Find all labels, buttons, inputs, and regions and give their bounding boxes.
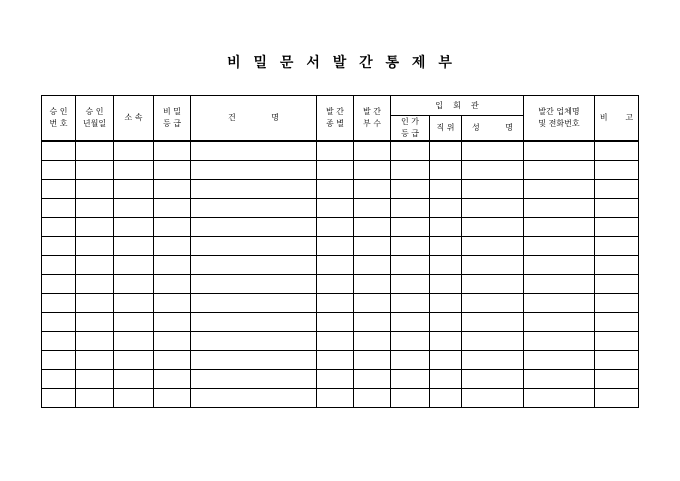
- cell-remarks[interactable]: [595, 218, 639, 237]
- cell-issue-copies[interactable]: [354, 351, 391, 370]
- cell-approval-date[interactable]: [76, 141, 114, 161]
- header-issue-copies: [354, 96, 391, 142]
- table-row: [42, 256, 639, 275]
- cell-remarks[interactable]: [595, 199, 639, 218]
- cell-witness-clearance[interactable]: [391, 275, 430, 294]
- header-remarks: [595, 96, 639, 142]
- cell-issue-copies[interactable]: [354, 218, 391, 237]
- cell-witness-position[interactable]: [430, 237, 462, 256]
- cell-issue-copies[interactable]: [354, 256, 391, 275]
- cell-issue-copies[interactable]: [354, 141, 391, 161]
- header-witness-label: 입 회 관: [435, 100, 479, 110]
- cell-issue-copies[interactable]: [354, 389, 391, 408]
- table-row: [42, 332, 639, 351]
- cell-issue-type[interactable]: [317, 256, 354, 275]
- table-row: [42, 199, 639, 218]
- cell-department[interactable]: [114, 141, 154, 161]
- cell-approval-no[interactable]: [42, 313, 76, 332]
- header-witness: [391, 96, 524, 116]
- cell-department[interactable]: [114, 237, 154, 256]
- cell-witness-name[interactable]: [462, 218, 524, 237]
- header-secret-grade: [154, 96, 191, 142]
- cell-approval-no[interactable]: [42, 141, 76, 161]
- header-subject-label: 건 명: [227, 113, 280, 122]
- cell-remarks[interactable]: [595, 237, 639, 256]
- header-issue-type: [317, 96, 354, 142]
- header-subject: [191, 96, 317, 142]
- header-witness-clearance: [391, 116, 430, 142]
- header-publisher: [524, 96, 595, 142]
- table-row: [42, 275, 639, 294]
- cell-secret-grade[interactable]: [154, 351, 191, 370]
- cell-approval-date[interactable]: [76, 199, 114, 218]
- cell-approval-no[interactable]: [42, 180, 76, 199]
- header-approval-no: [42, 96, 76, 142]
- cell-secret-grade[interactable]: [154, 141, 191, 161]
- cell-publisher[interactable]: [524, 351, 595, 370]
- cell-subject[interactable]: [191, 294, 317, 313]
- table-row: [42, 370, 639, 389]
- cell-secret-grade[interactable]: [154, 180, 191, 199]
- cell-approval-date[interactable]: [76, 180, 114, 199]
- cell-remarks[interactable]: [595, 141, 639, 161]
- cell-department[interactable]: [114, 180, 154, 199]
- cell-approval-no[interactable]: [42, 389, 76, 408]
- cell-witness-clearance[interactable]: [391, 351, 430, 370]
- cell-subject[interactable]: [191, 256, 317, 275]
- cell-subject[interactable]: [191, 370, 317, 389]
- table-row: [42, 313, 639, 332]
- cell-witness-name[interactable]: [462, 256, 524, 275]
- cell-remarks[interactable]: [595, 161, 639, 180]
- cell-publisher[interactable]: [524, 294, 595, 313]
- cell-remarks[interactable]: [595, 351, 639, 370]
- cell-issue-copies[interactable]: [354, 294, 391, 313]
- cell-issue-type[interactable]: [317, 313, 354, 332]
- cell-publisher[interactable]: [524, 218, 595, 237]
- cell-approval-date[interactable]: [76, 275, 114, 294]
- cell-department[interactable]: [114, 161, 154, 180]
- cell-issue-type[interactable]: [317, 389, 354, 408]
- cell-approval-no[interactable]: [42, 237, 76, 256]
- header-witness-name-label: 성 명: [472, 123, 513, 132]
- cell-witness-position[interactable]: [430, 313, 462, 332]
- cell-witness-clearance[interactable]: [391, 332, 430, 351]
- cell-issue-type[interactable]: [317, 370, 354, 389]
- table-row: [42, 180, 639, 199]
- cell-remarks[interactable]: [595, 275, 639, 294]
- cell-witness-name[interactable]: [462, 332, 524, 351]
- cell-publisher[interactable]: [524, 237, 595, 256]
- header-remarks-label: 비 고: [599, 113, 634, 122]
- cell-approval-date[interactable]: [76, 370, 114, 389]
- cell-witness-name[interactable]: [462, 199, 524, 218]
- cell-approval-no[interactable]: [42, 199, 76, 218]
- cell-approval-date[interactable]: [76, 332, 114, 351]
- cell-department[interactable]: [114, 294, 154, 313]
- table-row: [42, 389, 639, 408]
- header-witness-clearance-line2: 등 급: [401, 129, 419, 138]
- cell-approval-no[interactable]: [42, 275, 76, 294]
- cell-subject[interactable]: [191, 180, 317, 199]
- cell-issue-type[interactable]: [317, 294, 354, 313]
- cell-witness-clearance[interactable]: [391, 218, 430, 237]
- header-approval-date: [76, 96, 114, 142]
- cell-witness-clearance[interactable]: [391, 141, 430, 161]
- cell-issue-copies[interactable]: [354, 199, 391, 218]
- cell-publisher[interactable]: [524, 199, 595, 218]
- cell-witness-position[interactable]: [430, 180, 462, 199]
- cell-approval-date[interactable]: [76, 237, 114, 256]
- cell-witness-position[interactable]: [430, 256, 462, 275]
- header-witness-clearance-line1: 인 가: [401, 117, 419, 126]
- cell-witness-position[interactable]: [430, 141, 462, 161]
- cell-issue-copies[interactable]: [354, 180, 391, 199]
- cell-witness-clearance[interactable]: [391, 370, 430, 389]
- header-witness-name: [462, 116, 524, 142]
- cell-approval-no[interactable]: [42, 294, 76, 313]
- cell-approval-no[interactable]: [42, 218, 76, 237]
- cell-secret-grade[interactable]: [154, 199, 191, 218]
- cell-issue-copies[interactable]: [354, 237, 391, 256]
- cell-publisher[interactable]: [524, 275, 595, 294]
- cell-approval-date[interactable]: [76, 161, 114, 180]
- cell-issue-type[interactable]: [317, 199, 354, 218]
- cell-remarks[interactable]: [595, 332, 639, 351]
- cell-witness-position[interactable]: [430, 294, 462, 313]
- table-row: [42, 161, 639, 180]
- cell-department[interactable]: [114, 275, 154, 294]
- cell-approval-date[interactable]: [76, 351, 114, 370]
- cell-issue-type[interactable]: [317, 351, 354, 370]
- header-witness-position: [430, 116, 462, 142]
- cell-approval-date[interactable]: [76, 218, 114, 237]
- cell-secret-grade[interactable]: [154, 389, 191, 408]
- cell-department[interactable]: [114, 370, 154, 389]
- cell-department[interactable]: [114, 218, 154, 237]
- header-witness-position-label: 직 위: [436, 123, 455, 132]
- cell-department[interactable]: [114, 313, 154, 332]
- cell-subject[interactable]: [191, 351, 317, 370]
- cell-issue-type[interactable]: [317, 275, 354, 294]
- cell-approval-date[interactable]: [76, 256, 114, 275]
- header-issue-type-line2: 종 별: [326, 119, 344, 128]
- header-secret-grade-line2: 등 급: [163, 119, 181, 128]
- cell-publisher[interactable]: [524, 332, 595, 351]
- cell-approval-no[interactable]: [42, 332, 76, 351]
- cell-remarks[interactable]: [595, 256, 639, 275]
- cell-witness-position[interactable]: [430, 370, 462, 389]
- cell-witness-name[interactable]: [462, 237, 524, 256]
- cell-issue-type[interactable]: [317, 237, 354, 256]
- cell-subject[interactable]: [191, 275, 317, 294]
- cell-approval-no[interactable]: [42, 161, 76, 180]
- cell-publisher[interactable]: [524, 161, 595, 180]
- issuance-register-table: [41, 95, 639, 408]
- header-approval-no-line2: 번 호: [49, 119, 68, 128]
- register-body: [42, 141, 639, 408]
- header-department-label: 소 속: [124, 113, 143, 122]
- table-row: [42, 351, 639, 370]
- cell-secret-grade[interactable]: [154, 275, 191, 294]
- cell-subject[interactable]: [191, 161, 317, 180]
- header-publisher-line1: 발간 업체명: [538, 107, 580, 116]
- cell-issue-copies[interactable]: [354, 313, 391, 332]
- cell-remarks[interactable]: [595, 294, 639, 313]
- cell-witness-position[interactable]: [430, 275, 462, 294]
- cell-witness-name[interactable]: [462, 275, 524, 294]
- table-row: [42, 237, 639, 256]
- cell-witness-clearance[interactable]: [391, 294, 430, 313]
- cell-witness-name[interactable]: [462, 351, 524, 370]
- cell-witness-clearance[interactable]: [391, 256, 430, 275]
- cell-department[interactable]: [114, 256, 154, 275]
- cell-remarks[interactable]: [595, 370, 639, 389]
- cell-publisher[interactable]: [524, 313, 595, 332]
- cell-issue-type[interactable]: [317, 141, 354, 161]
- cell-department[interactable]: [114, 351, 154, 370]
- cell-witness-name[interactable]: [462, 313, 524, 332]
- cell-subject[interactable]: [191, 389, 317, 408]
- cell-witness-name[interactable]: [462, 161, 524, 180]
- cell-witness-clearance[interactable]: [391, 237, 430, 256]
- cell-secret-grade[interactable]: [154, 294, 191, 313]
- cell-secret-grade[interactable]: [154, 313, 191, 332]
- cell-approval-no[interactable]: [42, 351, 76, 370]
- cell-witness-name[interactable]: [462, 389, 524, 408]
- header-approval-date-line2: 년월일: [82, 119, 107, 128]
- cell-witness-clearance[interactable]: [391, 389, 430, 408]
- table-row: [42, 294, 639, 313]
- cell-approval-no[interactable]: [42, 370, 76, 389]
- header-issue-copies-line2: 부 수: [363, 119, 381, 128]
- cell-witness-position[interactable]: [430, 161, 462, 180]
- cell-witness-clearance[interactable]: [391, 180, 430, 199]
- cell-subject[interactable]: [191, 218, 317, 237]
- cell-witness-position[interactable]: [430, 351, 462, 370]
- cell-secret-grade[interactable]: [154, 256, 191, 275]
- cell-approval-date[interactable]: [76, 313, 114, 332]
- cell-subject[interactable]: [191, 199, 317, 218]
- cell-witness-name[interactable]: [462, 141, 524, 161]
- cell-witness-name[interactable]: [462, 370, 524, 389]
- cell-witness-position[interactable]: [430, 199, 462, 218]
- cell-issue-type[interactable]: [317, 218, 354, 237]
- header-secret-grade-line1: 비 밀: [163, 107, 181, 116]
- header-issue-type-line1: 발 간: [326, 107, 344, 116]
- cell-witness-clearance[interactable]: [391, 313, 430, 332]
- cell-approval-date[interactable]: [76, 389, 114, 408]
- cell-issue-type[interactable]: [317, 180, 354, 199]
- cell-secret-grade[interactable]: [154, 237, 191, 256]
- cell-witness-name[interactable]: [462, 180, 524, 199]
- header-approval-no-line1: 승 인: [49, 107, 68, 116]
- cell-issue-copies[interactable]: [354, 332, 391, 351]
- header-issue-copies-line1: 발 간: [363, 107, 381, 116]
- cell-witness-clearance[interactable]: [391, 199, 430, 218]
- cell-secret-grade[interactable]: [154, 218, 191, 237]
- cell-issue-copies[interactable]: [354, 161, 391, 180]
- cell-issue-copies[interactable]: [354, 370, 391, 389]
- cell-remarks[interactable]: [595, 389, 639, 408]
- cell-secret-grade[interactable]: [154, 370, 191, 389]
- cell-department[interactable]: [114, 332, 154, 351]
- cell-issue-type[interactable]: [317, 161, 354, 180]
- cell-witness-position[interactable]: [430, 332, 462, 351]
- cell-subject[interactable]: [191, 141, 317, 161]
- document-title: 비 밀 문 서 발 간 통 제 부: [227, 55, 453, 71]
- cell-witness-position[interactable]: [430, 218, 462, 237]
- cell-approval-date[interactable]: [76, 294, 114, 313]
- cell-witness-position[interactable]: [430, 389, 462, 408]
- header-publisher-line2: 및 전화번호: [538, 119, 580, 128]
- cell-subject[interactable]: [191, 332, 317, 351]
- cell-remarks[interactable]: [595, 180, 639, 199]
- cell-department[interactable]: [114, 389, 154, 408]
- cell-issue-type[interactable]: [317, 332, 354, 351]
- cell-publisher[interactable]: [524, 141, 595, 161]
- table-row: [42, 141, 639, 161]
- cell-secret-grade[interactable]: [154, 332, 191, 351]
- cell-publisher[interactable]: [524, 256, 595, 275]
- cell-witness-name[interactable]: [462, 294, 524, 313]
- cell-publisher[interactable]: [524, 180, 595, 199]
- cell-remarks[interactable]: [595, 313, 639, 332]
- header-department: [114, 96, 154, 142]
- cell-issue-copies[interactable]: [354, 275, 391, 294]
- table-row: [42, 218, 639, 237]
- cell-secret-grade[interactable]: [154, 161, 191, 180]
- cell-department[interactable]: [114, 199, 154, 218]
- cell-witness-clearance[interactable]: [391, 161, 430, 180]
- cell-publisher[interactable]: [524, 389, 595, 408]
- cell-subject[interactable]: [191, 313, 317, 332]
- cell-publisher[interactable]: [524, 370, 595, 389]
- cell-approval-no[interactable]: [42, 256, 76, 275]
- cell-subject[interactable]: [191, 237, 317, 256]
- header-approval-date-line1: 승 인: [85, 107, 104, 116]
